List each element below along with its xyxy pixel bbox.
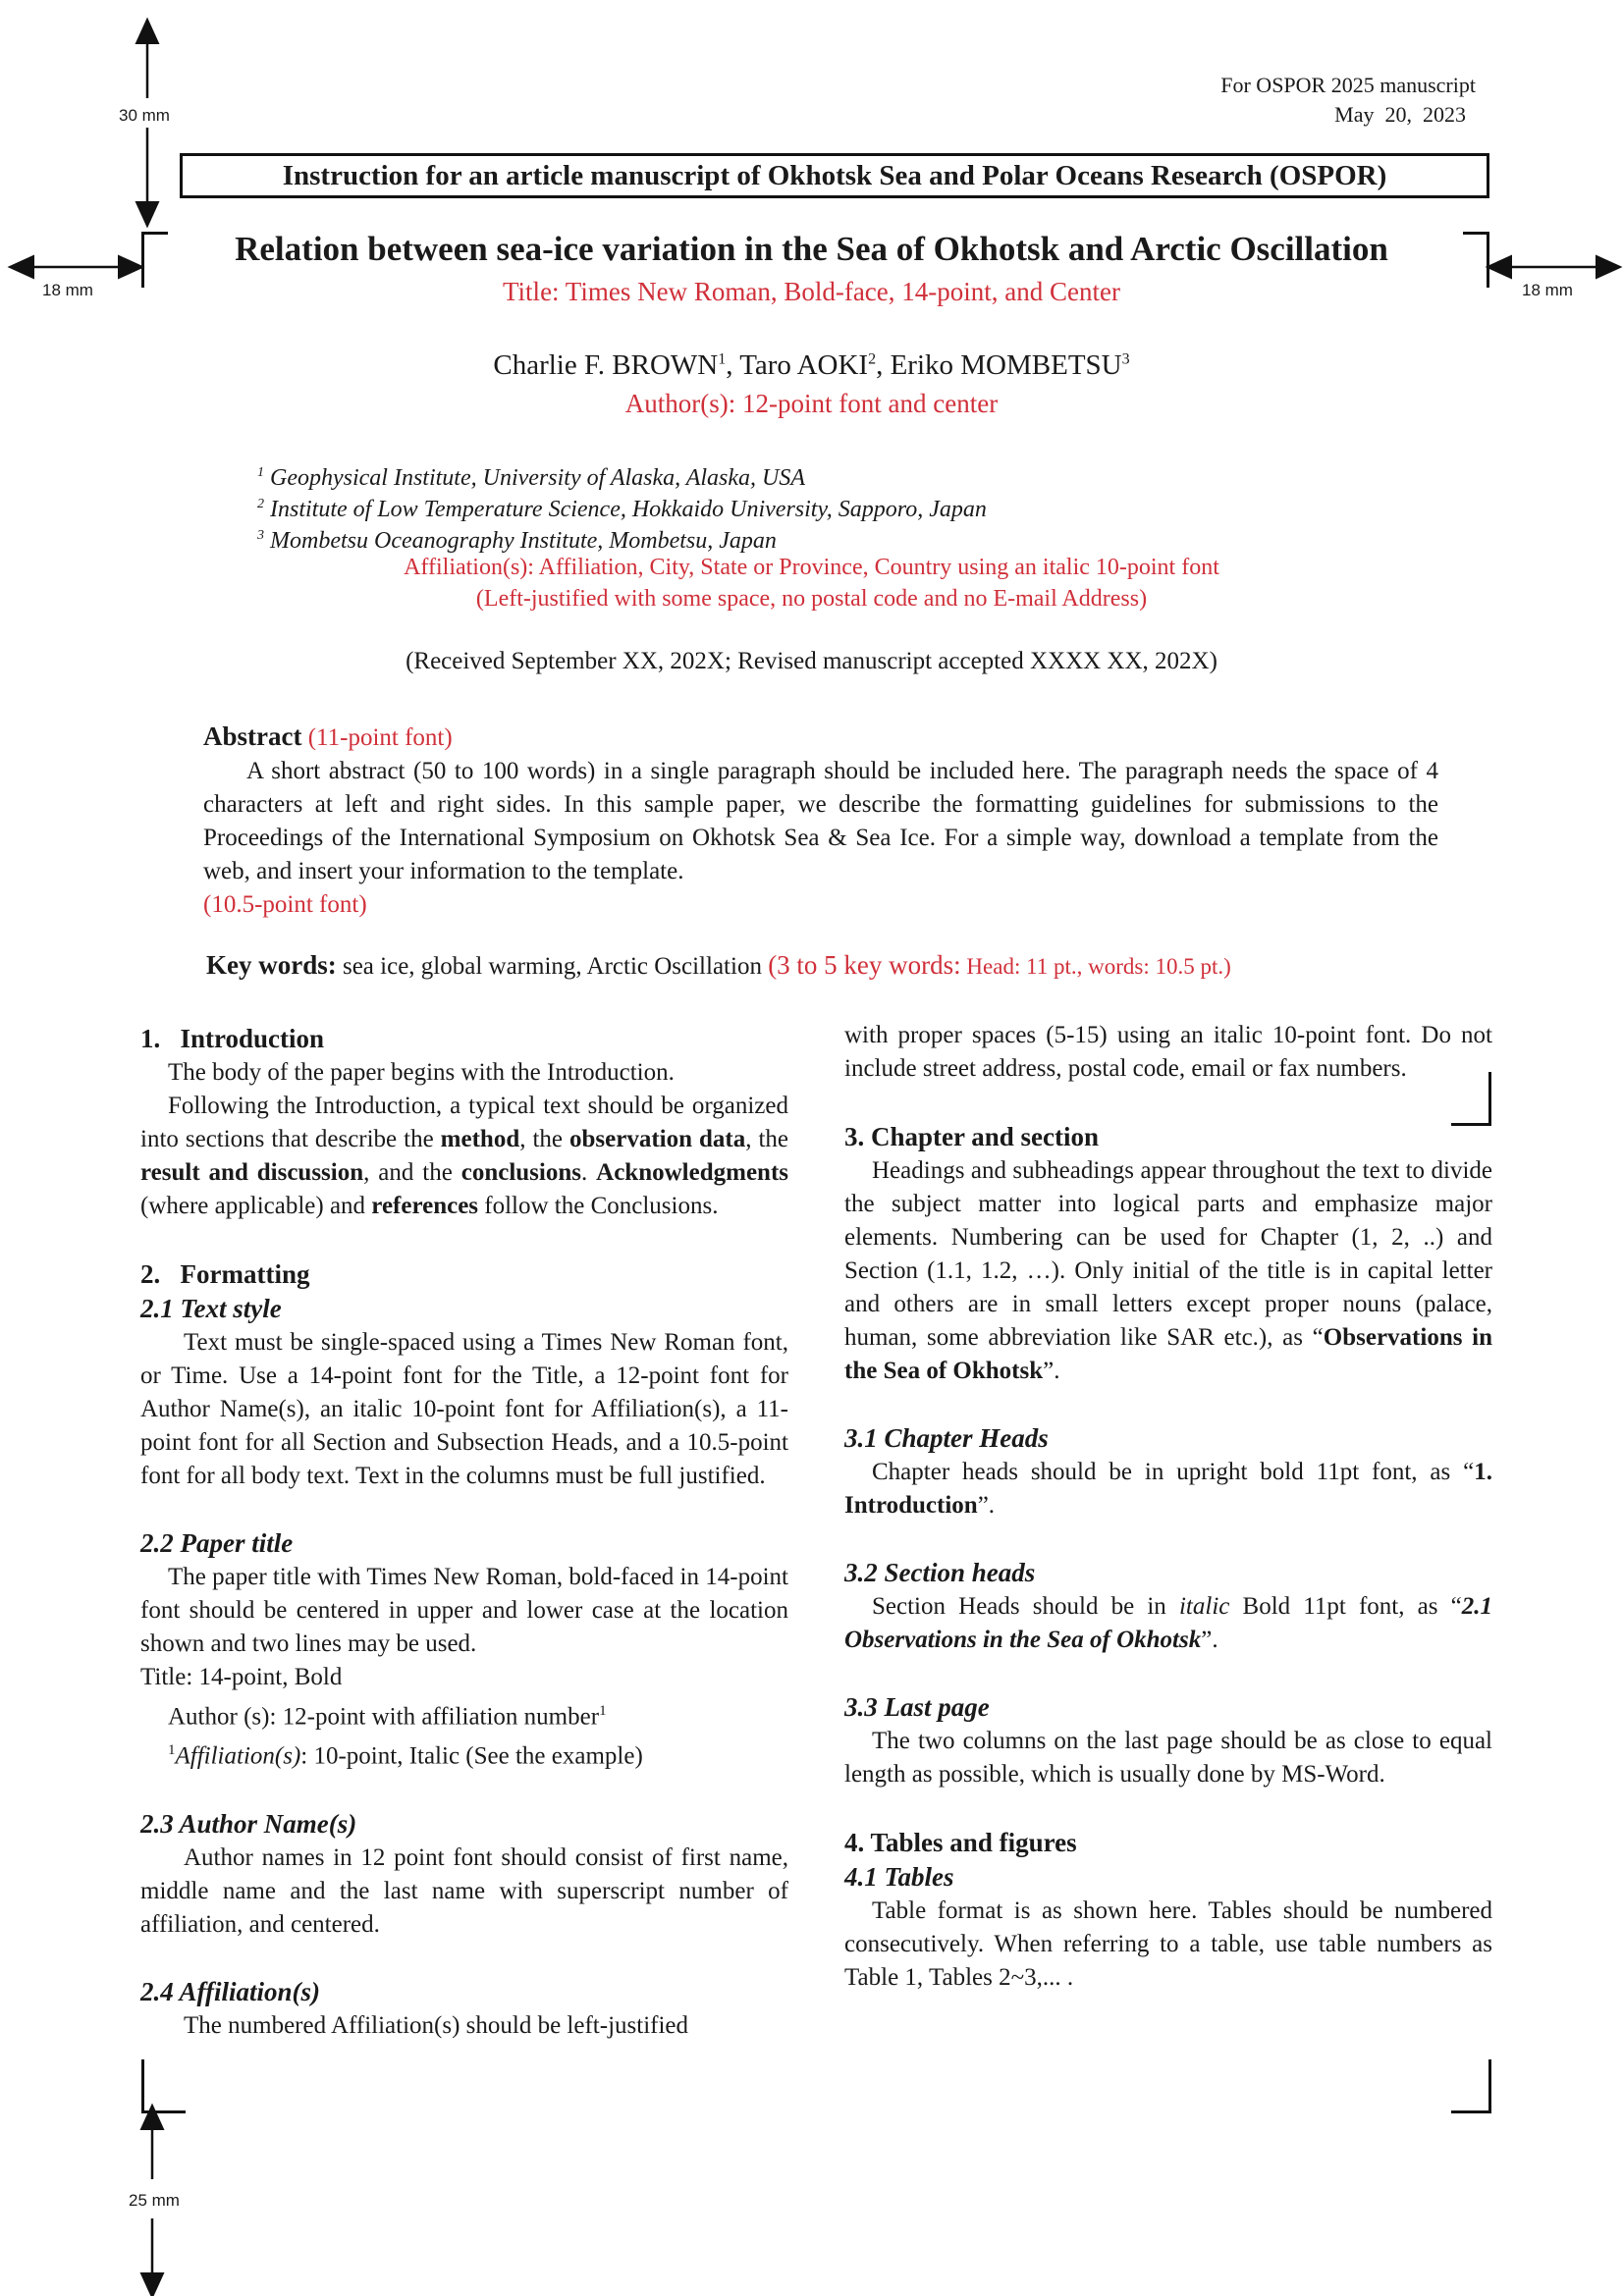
abstract-block <box>203 720 1438 922</box>
section-1-heading: 1. Introduction <box>140 1024 325 1053</box>
section-3-2-para: Section Heads should be in italic Bold 11pt font, as “2.1 Observations in the Sea of Okhotsk”. <box>844 1593 1492 1653</box>
abstract-label-note: (11-point font) <box>301 724 453 751</box>
section-3-2-heading: 3.2 Section heads <box>844 1558 1036 1587</box>
author-2-sup: 2 <box>868 350 877 368</box>
section-3-1-heading: 3.1 Chapter Heads <box>844 1423 1049 1453</box>
authors-format-note: Author(s): 12-point font and center <box>624 389 999 418</box>
section-3-3-heading: 3.3 Last page <box>844 1692 990 1722</box>
instruction-title: Instruction for an article manuscript of Okhotsk Sea and Polar Oceans Research (OSPOR) <box>180 153 1489 198</box>
manuscript-date: May 20, 2023 <box>1334 102 1466 127</box>
section-2-4-heading: 2.4 Affiliation(s) <box>140 1976 321 2006</box>
keywords-note: (3 to 5 key words: <box>768 950 961 980</box>
section-2-1-heading: 2.1 Text style <box>140 1294 282 1323</box>
author-3-sup: 3 <box>1121 350 1130 368</box>
section-3-para: Headings and subheadings appear throughout the text to divide the subject matter into logical parts and emphasize major elements. Numbering can be used for Chapter (1, 2, ..) and Section (1.1, 1.2, …). Only initial of the title is in capital letter and others are in small letters except proper nouns (palace, human, some abbreviation like SAR etc.), as “Observations in the Sea of Okhotsk”. <box>844 1157 1492 1384</box>
section-2-4-continued: with proper spaces (5-15) using an italic 10-point font. Do not include street address, postal code, email or fax numbers. <box>844 1022 1492 1082</box>
section-4-1-para: Table format is as shown here. Tables should be numbered consecutively. When referring to a table, use table numbers as Table 1, Tables 2~3,... . <box>844 1897 1492 1991</box>
section-3-heading: 3. Chapter and section <box>844 1122 1100 1151</box>
affiliation-2: $^2$ Institute of Low Temperature Science, Hokkaido University, Sapporo, Japan <box>257 497 987 522</box>
section-2-2-para: The paper title with Times New Roman, bold-faced in 14-point font should be centered in upper and lower case at the location shown and two lines may be used. <box>140 1564 788 1657</box>
author-3: , Eriko MOMBETSU <box>876 349 1122 381</box>
corner-mark-bottom-right <box>1451 2059 1491 2113</box>
bottom-margin-label: 25 mm <box>129 2191 180 2210</box>
section-2-1-para: Text must be single-spaced using a Times New Roman font, or Time. Use a 14-point font for the Title, a 12-point font for Author Name(s), an italic 10-point font for Affiliation(s), a 11-point font for all Section and Subsection Heads, and a 10.5-point font for all body text. Text in the columns must be full justified. <box>140 1329 788 1489</box>
author-1-sup: 1 <box>718 350 727 368</box>
section-2-2-heading: 2.2 Paper title <box>140 1528 294 1558</box>
keywords-label: Key words: <box>206 950 337 980</box>
right-margin-label: 18 mm <box>1522 281 1573 299</box>
left-margin-label: 18 mm <box>42 281 93 299</box>
keywords-line <box>206 950 1231 981</box>
section-3-1-para: Chapter heads should be in upright bold 11pt font, as “1. Introduction”. <box>844 1459 1492 1519</box>
manuscript-note-line1: For OSPOR 2025 manuscript <box>1220 73 1476 97</box>
corner-mark-bottom-left <box>141 2059 186 2113</box>
keywords-text: sea ice, global warming, Arctic Oscillation <box>336 953 769 980</box>
keywords-note-detail: Head: 11 pt., words: 10.5 pt.) <box>960 954 1231 979</box>
section-4-heading: 4. Tables and figures <box>844 1828 1077 1857</box>
author-2: , Taro AOKI <box>726 349 869 381</box>
abstract-text: A short abstract (50 to 100 words) in a single paragraph should be included here. The paragraph needs the space of 4 characters at left and right sides. In this sample paper, we describe the formatting guidelines for submissions to the Proceedings of the International Symposium on Okhotsk Sea & Sea Ice. For a simple way, download a template from the web, and insert your information to the template. <box>203 758 1438 884</box>
section-1-para-2: Following the Introduction, a typical text should be organized into sections that describe the method, the observation data, the result and discussion, and the conclusions. Acknowledgments (where applicable) and references follow the Conclusions. <box>140 1093 788 1219</box>
section-3-3-para: The two columns on the last page should be as close to equal length as possible, which is usually done by MS-Word. <box>844 1728 1492 1788</box>
right-column <box>844 1019 1492 1995</box>
section-2-4-para: The numbered Affiliation(s) should be left-justified <box>184 2011 689 2039</box>
manuscript-note <box>1220 71 1476 130</box>
abstract-label: Abstract <box>203 721 302 751</box>
affiliation-1: $^1$ Geophysical Institute, University of Alaska, Alaska, USA <box>257 465 806 491</box>
section-2-3-heading: 2.3 Author Name(s) <box>140 1808 357 1839</box>
paper-title: Relation between sea-ice variation in the Sea of Okhotsk and Arctic Oscillation <box>235 230 1388 268</box>
title-format-note: Title: Times New Roman, Bold-face, 14-point, and Center <box>503 277 1120 306</box>
author-list <box>0 349 1623 382</box>
received-date: (Received September XX, 202X; Revised manuscript accepted XXXX XX, 202X) <box>406 648 1217 674</box>
section-2-2-line-2: Author (s): 12-point with affiliation number$^1$ <box>168 1703 607 1731</box>
abstract-font-note: (10.5-point font) <box>203 891 367 918</box>
section-1-para-1: The body of the paper begins with the Introduction. <box>168 1059 675 1086</box>
affiliation-3: $^3$ Mombetsu Oceanography Institute, Mombetsu, Japan <box>257 528 777 554</box>
affiliation-note-2: (Left-justified with some space, no postal code and no E-mail Address) <box>475 586 1148 612</box>
author-1: Charlie F. BROWN <box>493 349 719 381</box>
section-2-3-para: Author names in 12 point font should consist of first name, middle name and the last name with superscript number of affiliation, and centered. <box>140 1843 788 1938</box>
section-2-heading: 2. Formatting <box>140 1259 310 1289</box>
section-4-1-heading: 4.1 Tables <box>844 1862 954 1892</box>
section-2-2-line-1: Title: 14-point, Bold <box>140 1664 343 1690</box>
section-2-2-line-3: $^1$Affiliation(s): 10-point, Italic (See the example) <box>168 1742 643 1770</box>
left-column <box>140 1021 788 2043</box>
affiliation-note-1: Affiliation(s): Affiliation, City, State or Province, Country using an italic 10-point font <box>404 555 1219 580</box>
top-margin-label: 30 mm <box>119 106 170 125</box>
